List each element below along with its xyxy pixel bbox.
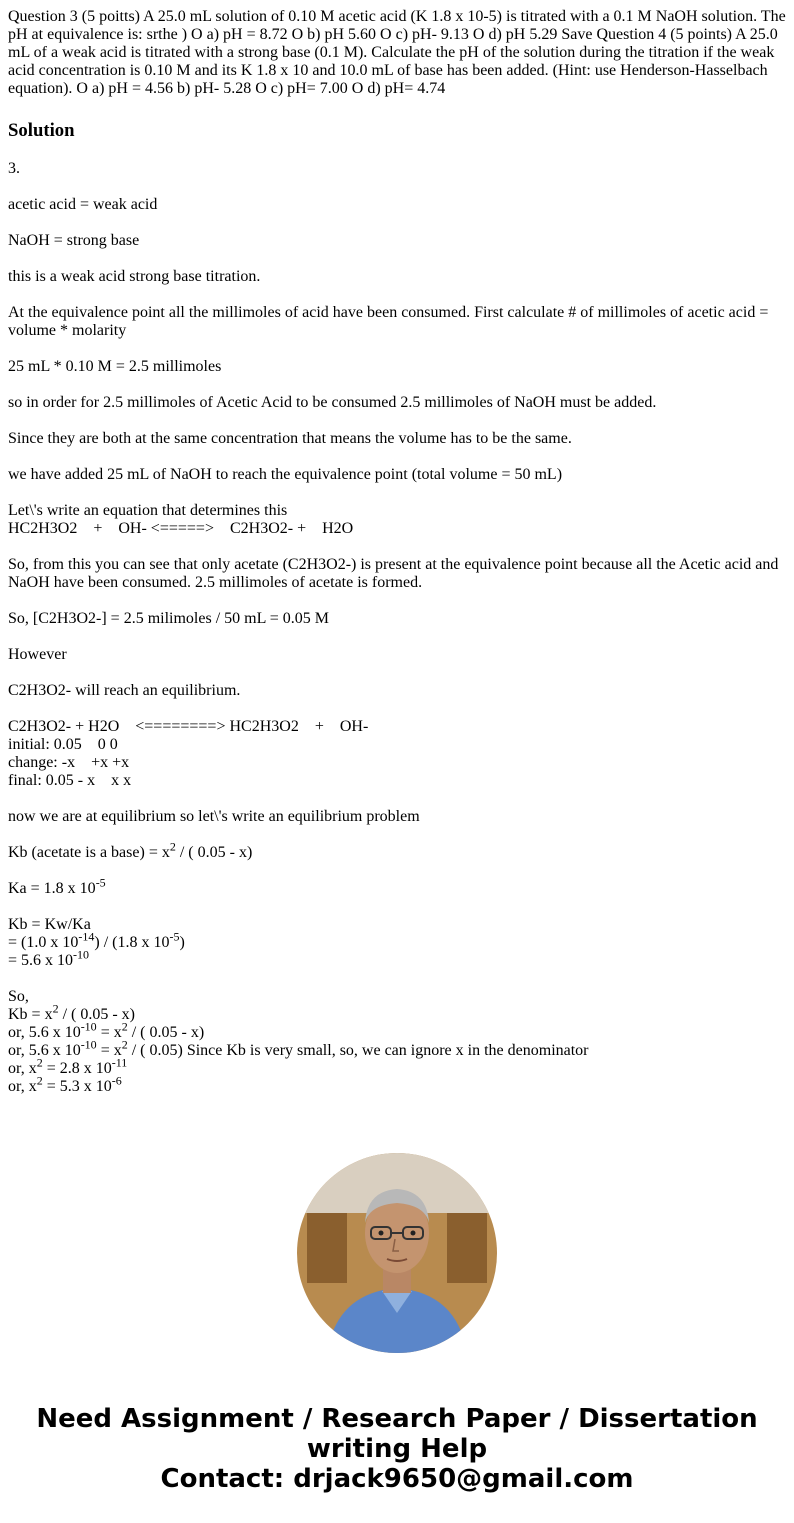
reaction-equation: HC2H3O2 + OH- <=====> C2H3O2- + H2O [8, 520, 354, 537]
kb-exponent: 2 [169, 839, 176, 854]
calc-line: = x [96, 1024, 122, 1041]
solution-paragraph: C2H3O2- will reach an equilibrium. [8, 682, 241, 699]
solution-paragraph: we have added 25 mL of NaOH to reach the equivalence point (total volume = 50 mL) [8, 466, 563, 483]
exponent: -6 [111, 1073, 122, 1088]
ice-final: final: 0.05 - x x x [8, 772, 132, 789]
kw-line: ) / (1.8 x 10 [94, 934, 170, 951]
ka-text: Ka = 1.8 x 10 [8, 880, 96, 897]
question-text: Question 3 (5 poitts) A 25.0 mL solution of 0.10 M acetic acid (K 1.8 x 10-5) is titrated with a 0.1 M NaOH solution. The pH at equivalence is: srthe ) O a) pH = 8.72 O b) pH 5.60 O c) pH- 9.13 O d) pH 5.29 Save Question 4 (5 points) A 25.0 mL of a weak acid is titrated with a strong base (0.1 M). Calculate the pH of the solution during the titration if the weak acid concentration is 0.10 M and its K 1.8 x 10 and 10.0 mL of base has been added. (Hint: use Henderson-Hasselbach equation). O a) pH = 4.56 b) pH- 5.28 O c) pH= 7.00 O d) pH= 4.74 [8, 8, 786, 97]
solution-heading: Solution [8, 120, 75, 141]
solution-paragraph: However [8, 646, 67, 663]
calc-line: or, 5.6 x 10 [8, 1024, 81, 1041]
ice-change: change: -x +x +x [8, 754, 130, 771]
footer-banner [0, 1404, 794, 1494]
solution-paragraph: At the equivalence point all the millimoles of acid have been consumed. First calculate # of millimoles of acetic acid = volume * molarity [8, 304, 769, 339]
calc-line: or, x [8, 1060, 37, 1077]
calc-line: = x [96, 1042, 122, 1059]
exponent: 2 [121, 1019, 128, 1034]
exponent: -10 [80, 1037, 97, 1052]
kw-line: = (1.0 x 10 [8, 934, 79, 951]
solution-paragraph: So, from this you can see that only acetate (C2H3O2-) is present at the equivalence point because all the Acetic acid and NaOH have been consumed. 2.5 millimoles of acetate is formed. [8, 556, 779, 591]
calc-line: or, 5.6 x 10 [8, 1042, 81, 1059]
final-calculation [8, 988, 786, 1096]
exponent: 2 [52, 1001, 59, 1016]
footer-contact: Contact: drjack9650@gmail.com [160, 1464, 634, 1494]
calc-line: = 2.8 x 10 [42, 1060, 112, 1077]
solution-paragraph: this is a weak acid strong base titration. [8, 268, 261, 285]
tutor-avatar [297, 1153, 497, 1353]
document-content [8, 8, 786, 1114]
calc-line: / ( 0.05 - x) [58, 1006, 136, 1023]
exponent: -5 [169, 929, 180, 944]
footer-line: Need Assignment / Research Paper / Dissertation [36, 1404, 758, 1434]
exponent: -10 [80, 1019, 97, 1034]
ice-table [8, 718, 786, 790]
calc-line: / ( 0.05) Since Kb is very small, so, we can ignore x in the denominator [127, 1042, 589, 1059]
exponent: 2 [36, 1073, 43, 1088]
kw-line: ) [179, 934, 185, 951]
solution-paragraph: now we are at equilibrium so let\'s write an equilibrium problem [8, 808, 420, 825]
ice-equation: C2H3O2- + H2O <========> HC2H3O2 + OH- [8, 718, 369, 735]
kw-line: Kb = Kw/Ka [8, 916, 91, 933]
exponent: 2 [36, 1055, 43, 1070]
calc-line: or, x [8, 1078, 37, 1095]
tutor-portrait-icon [297, 1153, 497, 1353]
solution-number: 3. [8, 160, 20, 177]
kw-line: = 5.6 x 10 [8, 952, 74, 969]
ka-value [8, 875, 786, 898]
kw-calculation [8, 916, 786, 970]
calc-line: So, [8, 988, 29, 1005]
exponent: 2 [121, 1037, 128, 1052]
calc-line: Kb = x [8, 1006, 53, 1023]
kb-text-end: / ( 0.05 - x) [175, 844, 253, 861]
kb-expression [8, 839, 786, 862]
ice-initial: initial: 0.05 0 0 [8, 736, 118, 753]
exponent: -10 [73, 947, 90, 962]
calc-line: / ( 0.05 - x) [127, 1024, 205, 1041]
solution-paragraph: so in order for 2.5 millimoles of Acetic Acid to be consumed 2.5 millimoles of NaOH must be added. [8, 394, 657, 411]
solution-paragraph: NaOH = strong base [8, 232, 140, 249]
solution-paragraph: 25 mL * 0.10 M = 2.5 millimoles [8, 358, 222, 375]
equation-intro: Let\'s write an equation that determines this [8, 502, 288, 519]
reaction-equation-block [8, 502, 786, 538]
solution-paragraph: acetic acid = weak acid [8, 196, 158, 213]
calc-line: = 5.3 x 10 [42, 1078, 112, 1095]
solution-paragraph: So, [C2H3O2-] = 2.5 milimoles / 50 mL = 0.05 M [8, 610, 330, 627]
exponent: -14 [78, 929, 95, 944]
ka-exponent: -5 [95, 875, 106, 890]
exponent: -11 [111, 1055, 128, 1070]
solution-paragraph: Since they are both at the same concentration that means the volume has to be the same. [8, 430, 572, 447]
kb-text: Kb (acetate is a base) = x [8, 844, 170, 861]
footer-line: writing Help [306, 1434, 488, 1464]
